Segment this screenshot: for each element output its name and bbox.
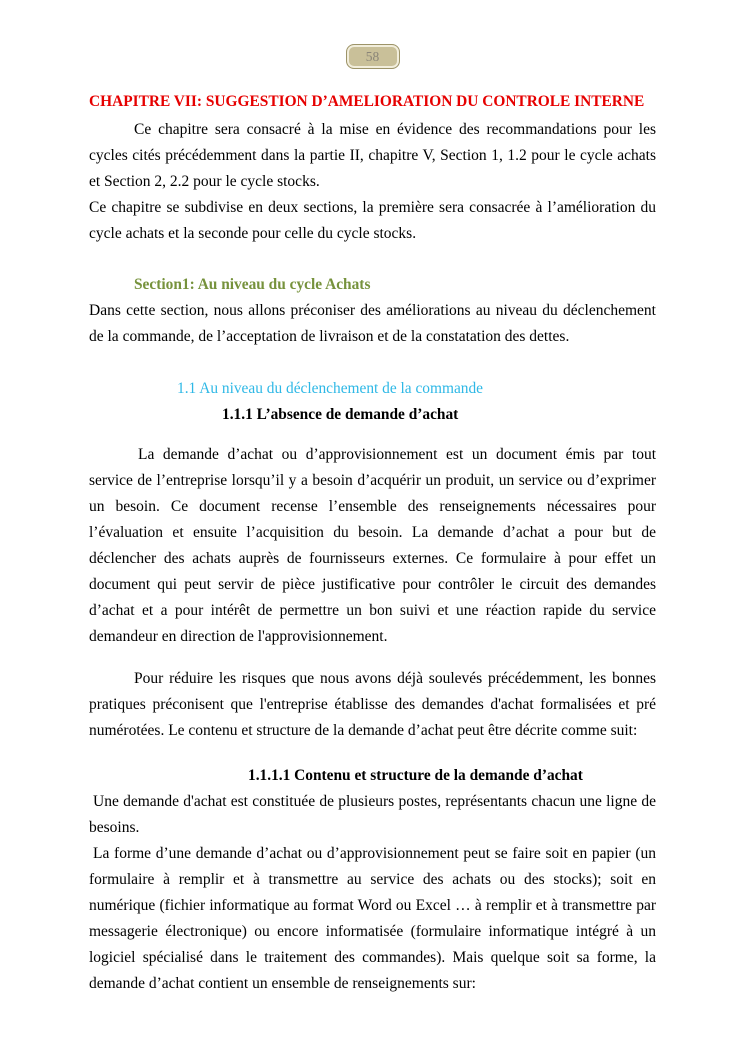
- paragraph-intro-1: Ce chapitre sera consacré à la mise en évidence des recommandations pour les cycles cités précédemment dans la partie II, chapitre V, Section 1, 1.2 pour le cycle achats et Section 2, 2.2 pour le cycle stocks.: [89, 121, 656, 190]
- paragraph-section-intro: Dans cette section, nous allons préconiser des améliorations au niveau du déclenchement de la commande, de l’acceptation de livraison et de la constatation des dettes.: [89, 302, 656, 345]
- chapter-title: CHAPITRE VII: SUGGESTION D’AMELIORATION DU CONTROLE INTERNE: [89, 93, 645, 110]
- heading-1-1-1-1: 1.1.1.1 Contenu et structure de la demande d’achat: [248, 767, 583, 784]
- paragraph-forme: La forme d’une demande d’achat ou d’approvisionnement peut se faire soit en papier (un formulaire à remplir et à transmettre au service des achats ou des stocks); soit en numérique (fichier informatique au format Word ou Excel … à remplir et à transmettre par messagerie électronique) ou encore informatisée (formulaire informatique intégré à un logiciel spécialisé dans le traitement des commandes). Mais quelque soit sa forme, la demande d’achat contient un ensemble de renseignements sur:: [89, 845, 656, 992]
- paragraph-intro-2: Ce chapitre se subdivise en deux sections, la première sera consacrée à l’amélioration du cycle achats et la seconde pour celle du cycle stocks.: [89, 199, 656, 242]
- section-1-heading: Section1: Au niveau du cycle Achats: [134, 276, 371, 293]
- page-number-badge: [346, 44, 400, 69]
- page-number: 58: [365, 48, 380, 64]
- paragraph-postes: Une demande d'achat est constituée de plusieurs postes, représentants chacun une ligne de besoins.: [89, 793, 656, 836]
- heading-1-1: 1.1 Au niveau du déclenchement de la commande: [177, 380, 483, 397]
- heading-1-1-1: 1.1.1 L’absence de demande d’achat: [222, 406, 459, 423]
- paragraph-bonnes-pratiques: Pour réduire les risques que nous avons déjà soulevés précédemment, les bonnes pratiques préconisent que l'entreprise établisse des demandes d'achat formalisées et pré numérotées. Le contenu et structure de la demande d’achat peut être décrite comme suit:: [89, 670, 656, 739]
- paragraph-demande-achat: La demande d’achat ou d’approvisionnement est un document émis par tout service de l’entreprise lorsqu’il y a besoin d’acquérir un produit, un service ou d’exprimer un besoin. Ce document recense l’ensemble des renseignements nécessaires pour l’évaluation et ensuite l’acquisition du besoin. La demande d’achat a pour but de déclencher des achats auprès de fournisseurs externes. Ce formulaire à pour effet un document qui peut servir de pièce justificative pour contrôler le circuit des demandes d’achat et a pour intérêt de permettre un bon suivi et une réaction rapide du service demandeur en direction de l'approvisionnement.: [89, 446, 656, 645]
